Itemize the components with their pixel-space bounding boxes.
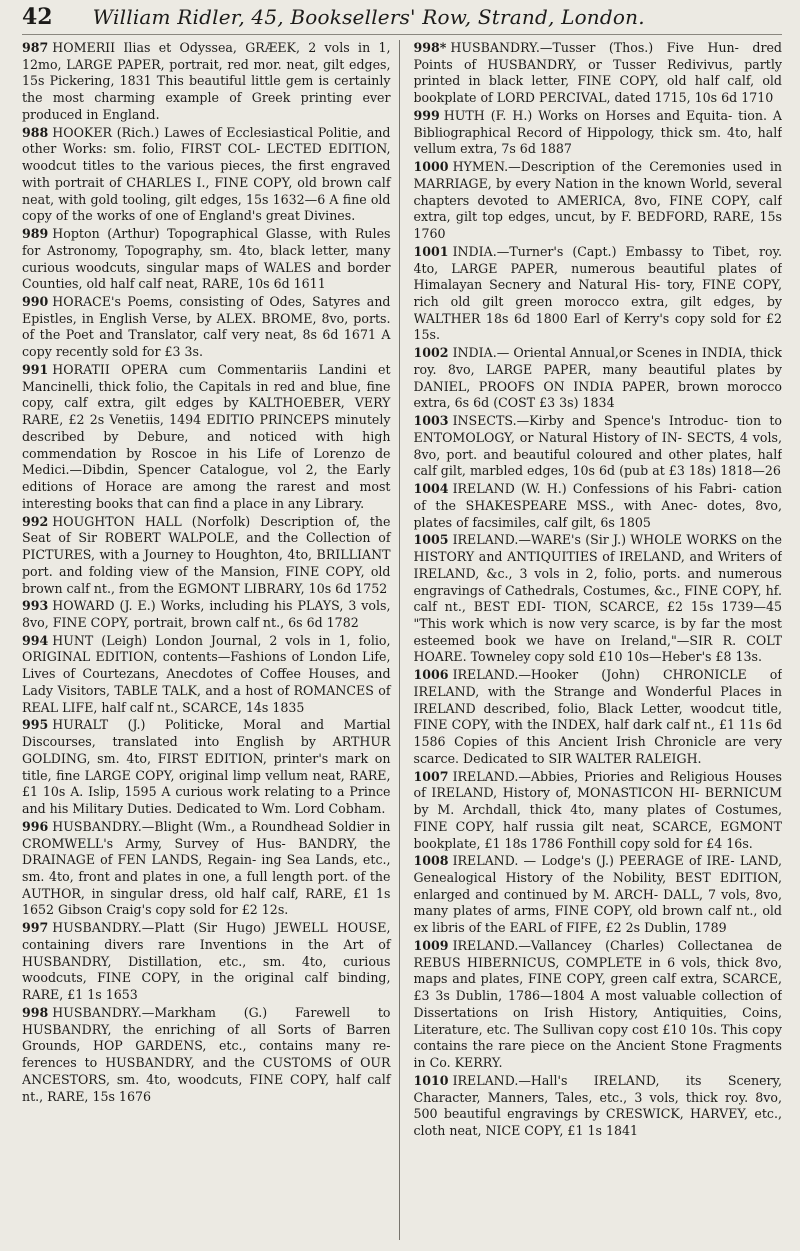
lot-number: 989: [22, 226, 49, 242]
lot-number: 1009: [413, 937, 449, 953]
lot-number: 992: [22, 513, 49, 529]
catalogue-entry: [414, 159, 783, 243]
catalogue-entry: [414, 345, 783, 412]
entry-description: IRELAND. — Lodge's (J.) PEERAGE of IRE- LAND, Genealogical History of the Nobility, BEST EDITION, enlarged and continued by M. ARCH- DALL, 7 vols, 8vo, many plates of arms, FINE COPY, old brown calf nt., old ex libris of the EARL of FIFE, £2 2s Dublin, 1789: [413, 853, 782, 936]
lot-number: 998*: [413, 40, 447, 55]
entry-description: HORACE's Poems, consisting of Odes, Satyres and Epistles, in English Verse, by ALEX. BROME, 8vo, ports. of the Poet and Translator, calf very neat, 8s 6d 1671 A copy recently sold for £3 3s.: [22, 294, 391, 360]
entry-description: Hopton (Arthur) Topographical Glasse, with Rules for Astronomy, Topography, sm. 4to, black letter, many curious woodcuts, singular maps of WALES and border Counties, old half calf neat, RARE, 10s 6d 1611: [22, 226, 391, 292]
lot-number: 999: [413, 107, 440, 123]
lot-number: 996: [22, 818, 49, 834]
entry-description: IRELAND.—WARE's (Sir J.) WHOLE WORKS on the HISTORY and ANTIQUITIES of IRELAND, and Writers of IRELAND, &c., 3 vols in 2, folio, ports. and numerous engravings of Cathedrals, Costumes, &c., FINE COPY, hf. calf nt., BEST EDI- TION, SCARCE, £2 15s 1739—45 "This work which is now very scarce, is by far the most esteemed book we have on Ireland,"—SIR R. COLT HOARE. Towneley copy sold £10 10s—Heber's £8 13s.: [413, 532, 782, 665]
catalogue-entry: [22, 226, 391, 293]
lot-number: 1000: [413, 159, 449, 175]
left-column: [22, 40, 400, 1240]
catalogue-entry: [22, 362, 391, 513]
lot-number: 990: [22, 294, 49, 310]
catalogue-entry: [22, 1005, 391, 1105]
lot-number: 987: [22, 40, 49, 55]
entry-description: INDIA.— Oriental Annual,or Scenes in INDIA, thick roy. 8vo, LARGE PAPER, many beautiful plates by DANIEL, PROOFS ON INDIA PAPER, brown morocco extra, 6s 6d (COST £3 3s) 1834: [413, 345, 782, 411]
entry-description: IRELAND.—Hall's IRELAND, its Scenery, Character, Manners, Tales, etc., 3 vols, thick roy. 8vo, 500 beautiful engravings by CRESWICK, HARVEY, etc., cloth neat, NICE COPY, £1 1s 1841: [413, 1072, 782, 1138]
lot-number: 1007: [413, 768, 449, 784]
catalogue-entry: [414, 532, 783, 666]
lot-number: 991: [22, 361, 49, 377]
catalogue-entry: [414, 769, 783, 853]
lot-number: 1001: [413, 243, 449, 259]
catalogue-entry: [22, 514, 391, 598]
catalogue-entry: [414, 667, 783, 767]
entry-description: HUSBANDRY.—Platt (Sir Hugo) JEWELL HOUSE, containing divers rare Inventions in the Art of HUSBANDRY, Distillation, etc., sm. 4to, curious woodcuts, FINE COPY, in the original calf binding, RARE, £1 1s 1653: [22, 920, 391, 1003]
entry-description: IRELAND.—Vallancey (Charles) Collectanea de REBUS HIBERNICUS, COMPLETE in 6 vols, thick 8vo, maps and plates, FINE COPY, green calf extra, SCARCE, £3 3s Dublin, 1786—1804 A most valuable collection of Dissertations on Irish History, Antiquities, Coins, Literature, etc. The Sullivan copy cost £10 10s. This copy contains the rare piece on the Ancient Stone Fragments in Co. KERRY.: [413, 937, 782, 1071]
lot-number: 998: [22, 1004, 49, 1020]
page-number: 42: [22, 4, 53, 30]
catalogue-entry: [414, 853, 783, 937]
entry-description: HOMERII Ilias et Odyssea, GRÆEK, 2 vols in 1, 12mo, LARGE PAPER, portrait, red mor. neat, gilt edges, 15s Pickering, 1831 This beautiful little gem is certainly the most charming example of Greek printing ever produced in England.: [22, 40, 391, 122]
page-header: [22, 4, 782, 35]
entry-description: HUSBANDRY.—Blight (Wm., a Roundhead Soldier in CROMWELL's Army, Survey of Hus- BANDRY, the DRAINAGE of FEN LANDS, Regain- ing Sea Lands, etc., sm. 4to, front and plates in one, a full length port. of the AUTHOR, in singular dress, old half calf, RARE, £1 1s 1652 Gibson Craig's copy sold for £2 12s.: [22, 818, 391, 918]
entry-description: IRELAND (W. H.) Confessions of his Fabri- cation of the SHAKESPEARE MSS., with Anec- dotes, 8vo, plates of facsimiles, calf gilt, 6s 1805: [413, 481, 782, 530]
lot-number: 988: [22, 124, 49, 140]
entry-description: IRELAND.—Abbies, Priories and Religious Houses of IRELAND, History of, MONASTICON HI- BERNICUM by M. Archdall, thick 4to, many plates of Costumes, FINE COPY, half russia gilt neat, SCARCE, EGMONT bookplate, £1 18s 1786 Fonthill copy sold for £4 16s.: [413, 768, 782, 851]
catalogue-entry: [414, 40, 783, 107]
entry-description: INDIA.—Turner's (Capt.) Embassy to Tibet, roy. 4to, LARGE PAPER, numerous beautiful plates of Himalayan Secnery and Natural His- tory, FINE COPY, rich old gilt green morocco extra, gilt edges, by WALTHER 18s 6d 1800 Earl of Kerry's copy sold for £2 15s.: [413, 243, 782, 343]
lot-number: 994: [22, 632, 49, 648]
lot-number: 997: [22, 920, 49, 936]
catalogue-entry: [22, 40, 391, 124]
catalogue-entry: [414, 938, 783, 1072]
catalogue-entry: [414, 244, 783, 344]
catalogue-entry: [414, 1073, 783, 1140]
catalogue-columns: [22, 40, 782, 1240]
entry-description: IRELAND.—Hooker (John) CHRONICLE of IRELAND, with the Strange and Wonderful Places in IRELAND described, folio, Black Letter, woodcut title, FINE COPY, with the INDEX, half dark calf nt., £1 11s 6d 1586 Copies of this Ancient Irish Chronicle are very scarce. Dedicated to SIR WALTER RALEIGH.: [413, 667, 782, 766]
catalogue-entry: [414, 481, 783, 531]
entry-description: HUTH (F. H.) Works on Horses and Equita- tion. A Bibliographical Record of Hippology, thick sm. 4to, half vellum extra, 7s 6d 1887: [413, 107, 782, 157]
catalogue-entry: [22, 125, 391, 225]
catalogue-entry: [22, 819, 391, 919]
lot-number: 1002: [413, 345, 449, 361]
entry-description: HUSBANDRY.—Tusser (Thos.) Five Hun- dred Points of HUSBANDRY, or Tusser Redivivus, partly printed in black letter, FINE COPY, old half calf, old bookplate of LORD PERCIVAL, dated 1715, 10s 6d 1710: [413, 40, 782, 106]
catalogue-entry: [22, 633, 391, 717]
entry-description: HOWARD (J. E.) Works, including his PLAYS, 3 vols, 8vo, FINE COPY, portrait, brown calf nt., 6s 6d 1782: [22, 598, 391, 630]
entry-description: HYMEN.—Description of the Ceremonies used in MARRIAGE, by every Nation in the known World, several chapters devoted to AMERICA, 8vo, FINE COPY, calf extra, gilt top edges, uncut, by F. BEDFORD, RARE, 15s 1760: [413, 159, 782, 242]
right-column: [414, 40, 783, 1240]
lot-number: 1003: [413, 413, 449, 429]
entry-description: HOOKER (Rich.) Lawes of Ecclesiastical Politie, and other Works: sm. folio, FIRST COL- LECTED EDITION, woodcut titles to the various pieces, the first engraved with portrait of CHARLES I., FINE COPY, old brown calf neat, with gold tooling, gilt edges, 15s 1632—6 A fine old copy of the works of one of England's great Divines.: [22, 124, 391, 224]
catalogue-entry: [22, 717, 391, 817]
catalogue-entry: [22, 598, 391, 631]
running-title: William Ridler, 45, Booksellers' Row, Strand, London.: [92, 5, 645, 29]
catalogue-entry: [22, 920, 391, 1004]
lot-number: 1005: [413, 532, 449, 548]
lot-number: 993: [22, 598, 49, 614]
entry-description: INSECTS.—Kirby and Spence's Introduc- tion to ENTOMOLOGY, or Natural History of IN- SECTS, 4 vols, 8vo, port. and beautiful coloured and other plates, half calf gilt, marbled edges, 10s 6d (pub at £3 18s) 1818—26: [413, 413, 782, 479]
lot-number: 1010: [413, 1072, 449, 1088]
entry-description: HUSBANDRY.—Markham (G.) Farewell to HUSBANDRY, the enriching of all Sorts of Barren Grounds, HOP GARDENS, etc., contains many re- ferences to HUSBANDRY, and the CUSTOMS of OUR ANCESTORS, sm. 4to, woodcuts, FINE COPY, half calf nt., RARE, 15s 1676: [22, 1004, 391, 1104]
lot-number: 1006: [413, 667, 449, 683]
catalogue-entry: [414, 108, 783, 158]
entry-description: HORATII OPERA cum Commentariis Landini et Mancinelli, thick folio, the Capitals in red and blue, fine copy, calf extra, gilt edges by KALTHOEBER, VERY RARE, £2 2s Venetiis, 1494 EDITIO PRINCEPS minutely described by Debure, and noticed with high commendation by Roscoe in his Life of Lorenzo de Medici.—Dibdin, Spencer Catalogue, vol 2, the Early editions of Horace are among the rarest and most interesting books that can find a place in any Library.: [22, 361, 391, 511]
catalogue-entry: [22, 294, 391, 361]
entry-description: HURALT (J.) Politicke, Moral and Martial Discourses, translated into English by ARTHUR GOLDING, sm. 4to, FIRST EDITION, printer's mark on title, fine LARGE COPY, original limp vellum neat, RARE, £1 10s A. Islip, 1595 A curious work relating to a Prince and his Military Duties. Dedicated to Wm. Lord Cobham.: [22, 717, 391, 817]
lot-number: 1008: [413, 853, 449, 869]
lot-number: 1004: [413, 481, 449, 497]
catalogue-entry: [414, 413, 783, 480]
entry-description: HUNT (Leigh) London Journal, 2 vols in 1, folio, ORIGINAL EDITION, contents—Fashions of London Life, Lives of Courtezans, Anecdotes of Coffee Houses, and Lady Visitors, TABLE TALK, and a host of ROMANCES of REAL LIFE, half calf nt., SCARCE, 14s 1835: [22, 632, 391, 715]
lot-number: 995: [22, 717, 49, 733]
entry-description: HOUGHTON HALL (Norfolk) Description of, the Seat of Sir ROBERT WALPOLE, and the Collection of PICTURES, with a Journey to Houghton, 4to, BRILLIANT port. and folding view of the Mansion, FINE COPY, old brown calf nt., from the EGMONT LIBRARY, 10s 6d 1752: [22, 513, 391, 596]
